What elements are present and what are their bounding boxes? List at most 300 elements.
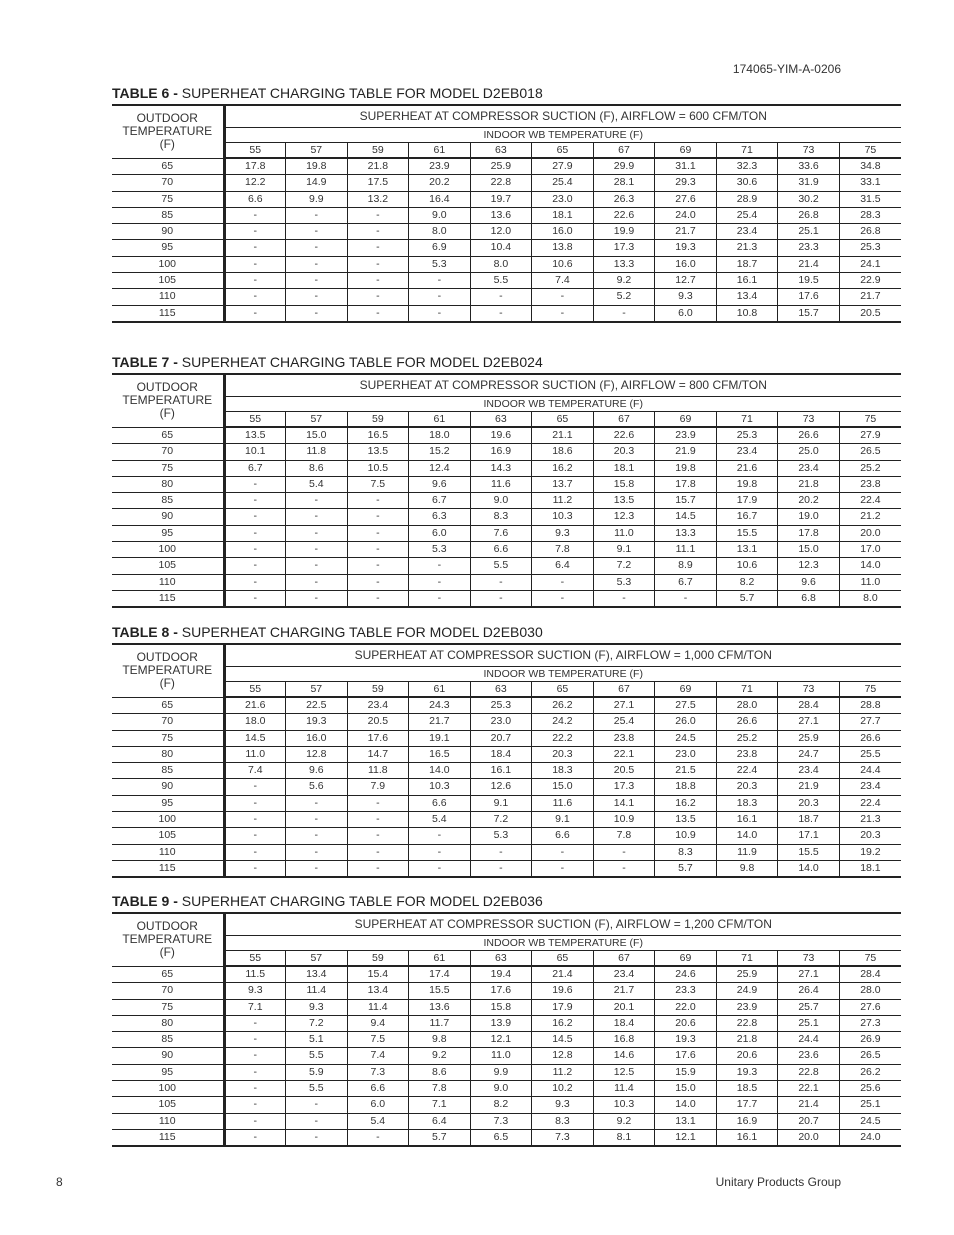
- superheat-value-cell: 20.6: [655, 1015, 717, 1031]
- superheat-value-cell: 7.2: [470, 812, 532, 828]
- superheat-value-cell: 9.1: [593, 542, 655, 558]
- superheat-value-cell: -: [532, 860, 594, 877]
- superheat-value-cell: -: [347, 574, 409, 590]
- superheat-value-cell: 12.8: [286, 746, 348, 762]
- superheat-value-cell: 30.2: [778, 191, 840, 207]
- superheat-value-cell: -: [409, 590, 471, 607]
- superheat-value-cell: 13.2: [347, 191, 409, 207]
- superheat-value-cell: 20.5: [347, 714, 409, 730]
- superheat-value-cell: 23.4: [716, 444, 778, 460]
- superheat-value-cell: 6.8: [778, 590, 840, 607]
- superheat-value-cell: -: [347, 795, 409, 811]
- superheat-value-cell: 15.0: [655, 1081, 717, 1097]
- superheat-value-cell: 21.7: [655, 224, 717, 240]
- superheat-value-cell: 5.5: [470, 558, 532, 574]
- superheat-value-cell: 22.2: [532, 730, 594, 746]
- superheat-value-cell: 32.3: [716, 158, 778, 175]
- superheat-value-cell: 12.1: [470, 1032, 532, 1048]
- superheat-value-cell: 28.1: [593, 175, 655, 191]
- superheat-value-cell: 24.0: [839, 1129, 901, 1146]
- superheat-value-cell: 18.1: [532, 207, 594, 223]
- superheat-value-cell: 13.3: [593, 256, 655, 272]
- superheat-value-cell: 8.0: [470, 256, 532, 272]
- superheat-value-cell: 14.0: [778, 860, 840, 877]
- superheat-value-cell: 25.7: [778, 999, 840, 1015]
- superheat-value-cell: 9.1: [470, 795, 532, 811]
- superheat-value-cell: 5.9: [286, 1064, 348, 1080]
- superheat-value-cell: -: [224, 860, 286, 877]
- superheat-value-cell: 25.9: [470, 158, 532, 175]
- superheat-value-cell: 19.3: [655, 1032, 717, 1048]
- outdoor-temp-cell: 100: [112, 256, 224, 272]
- superheat-value-cell: 6.9: [409, 240, 471, 256]
- superheat-value-cell: 15.4: [347, 966, 409, 983]
- superheat-value-cell: 9.2: [593, 273, 655, 289]
- superheat-value-cell: 22.1: [593, 746, 655, 762]
- superheat-value-cell: -: [286, 1097, 348, 1113]
- superheat-value-cell: 10.4: [470, 240, 532, 256]
- superheat-value-cell: 12.5: [593, 1064, 655, 1080]
- superheat-table-block: [112, 352, 901, 608]
- superheat-value-cell: 17.9: [716, 493, 778, 509]
- superheat-value-cell: 27.1: [778, 966, 840, 983]
- superheat-value-cell: 19.7: [470, 191, 532, 207]
- superheat-value-cell: -: [347, 207, 409, 223]
- superheat-value-cell: 6.4: [532, 558, 594, 574]
- outdoor-temp-cell: 75: [112, 999, 224, 1015]
- superheat-value-cell: -: [224, 779, 286, 795]
- superheat-value-cell: 34.8: [839, 158, 901, 175]
- superheat-value-cell: -: [532, 574, 594, 590]
- wb-temperature-cell: 55: [224, 682, 286, 698]
- wb-temperature-cell: 63: [470, 682, 532, 698]
- superheat-value-cell: 9.8: [409, 1032, 471, 1048]
- table-row: [112, 427, 901, 444]
- superheat-value-cell: 13.3: [655, 525, 717, 541]
- superheat-value-cell: 12.3: [593, 509, 655, 525]
- superheat-value-cell: 15.9: [655, 1064, 717, 1080]
- superheat-value-cell: 22.0: [655, 999, 717, 1015]
- superheat-table-block: [112, 83, 901, 323]
- outdoor-temp-cell: 105: [112, 273, 224, 289]
- superheat-value-cell: 20.2: [778, 493, 840, 509]
- superheat-value-cell: 9.1: [532, 812, 594, 828]
- superheat-value-cell: 19.3: [286, 714, 348, 730]
- superheat-value-cell: 18.3: [716, 795, 778, 811]
- superheat-value-cell: 12.0: [470, 224, 532, 240]
- table-row: [112, 542, 901, 558]
- superheat-value-cell: -: [593, 844, 655, 860]
- superheat-value-cell: 8.1: [593, 1129, 655, 1146]
- superheat-value-cell: 28.3: [839, 207, 901, 223]
- superheat-value-cell: 9.3: [655, 289, 717, 305]
- superheat-value-cell: 13.8: [532, 240, 594, 256]
- superheat-value-cell: -: [224, 844, 286, 860]
- wb-temperature-cell: 69: [655, 682, 717, 698]
- superheat-value-cell: 25.0: [778, 444, 840, 460]
- outdoor-temp-cell: 70: [112, 714, 224, 730]
- wb-temperature-cell: 59: [347, 412, 409, 428]
- superheat-header: SUPERHEAT AT COMPRESSOR SUCTION (F), AIRFLOW = 1,200 CFM/TON: [224, 913, 901, 936]
- superheat-value-cell: 21.4: [532, 966, 594, 983]
- superheat-value-cell: 22.4: [839, 493, 901, 509]
- superheat-value-cell: 30.6: [716, 175, 778, 191]
- superheat-value-cell: 23.4: [839, 779, 901, 795]
- outdoor-temp-cell: 65: [112, 697, 224, 714]
- superheat-value-cell: -: [224, 509, 286, 525]
- superheat-value-cell: 10.6: [716, 558, 778, 574]
- superheat-value-cell: 17.5: [347, 175, 409, 191]
- superheat-value-cell: 17.4: [409, 966, 471, 983]
- superheat-value-cell: -: [224, 224, 286, 240]
- superheat-value-cell: 5.5: [470, 273, 532, 289]
- superheat-value-cell: 17.9: [532, 999, 594, 1015]
- superheat-value-cell: -: [286, 273, 348, 289]
- superheat-value-cell: 13.6: [470, 207, 532, 223]
- wb-temperature-cell: 67: [593, 412, 655, 428]
- wb-temperature-cell: 63: [470, 412, 532, 428]
- superheat-value-cell: 11.5: [224, 966, 286, 983]
- superheat-value-cell: 14.7: [347, 746, 409, 762]
- superheat-value-cell: 7.4: [532, 273, 594, 289]
- table-row: [112, 730, 901, 746]
- superheat-value-cell: 24.3: [409, 697, 471, 714]
- outdoor-temp-cell: 95: [112, 240, 224, 256]
- superheat-value-cell: -: [286, 860, 348, 877]
- superheat-value-cell: 9.4: [347, 1015, 409, 1031]
- superheat-value-cell: 5.1: [286, 1032, 348, 1048]
- wb-temperature-cell: 61: [409, 412, 471, 428]
- superheat-value-cell: 27.5: [655, 697, 717, 714]
- superheat-value-cell: 11.2: [532, 493, 594, 509]
- superheat-value-cell: 8.2: [716, 574, 778, 590]
- superheat-value-cell: 14.0: [839, 558, 901, 574]
- wb-temperature-cell: 73: [778, 412, 840, 428]
- superheat-value-cell: 19.8: [655, 460, 717, 476]
- outdoor-temp-cell: 110: [112, 844, 224, 860]
- superheat-value-cell: 24.0: [655, 207, 717, 223]
- wb-temperature-cell: 61: [409, 682, 471, 698]
- superheat-value-cell: -: [286, 1113, 348, 1129]
- superheat-value-cell: 6.0: [347, 1097, 409, 1113]
- table-row: [112, 207, 901, 223]
- wb-temperature-cell: 71: [716, 143, 778, 159]
- superheat-value-cell: -: [224, 493, 286, 509]
- superheat-value-cell: 9.6: [778, 574, 840, 590]
- superheat-value-cell: -: [224, 1048, 286, 1064]
- superheat-value-cell: 5.2: [593, 289, 655, 305]
- superheat-value-cell: 8.3: [655, 844, 717, 860]
- superheat-value-cell: 17.6: [470, 983, 532, 999]
- superheat-value-cell: 9.6: [286, 763, 348, 779]
- superheat-value-cell: 21.1: [532, 427, 594, 444]
- wb-temperature-cell: 55: [224, 951, 286, 967]
- superheat-value-cell: -: [224, 828, 286, 844]
- superheat-table: [112, 643, 901, 878]
- superheat-value-cell: 21.7: [409, 714, 471, 730]
- superheat-value-cell: 23.0: [655, 746, 717, 762]
- superheat-value-cell: 26.3: [593, 191, 655, 207]
- superheat-value-cell: -: [286, 812, 348, 828]
- superheat-value-cell: 25.1: [839, 1097, 901, 1113]
- superheat-value-cell: 20.7: [778, 1113, 840, 1129]
- outdoor-temperature-header: [112, 374, 224, 427]
- superheat-value-cell: 19.3: [655, 240, 717, 256]
- superheat-value-cell: 15.0: [532, 779, 594, 795]
- superheat-value-cell: 24.4: [839, 763, 901, 779]
- superheat-header: SUPERHEAT AT COMPRESSOR SUCTION (F), AIRFLOW = 600 CFM/TON: [224, 105, 901, 128]
- outdoor-header-line: TEMPERATURE: [122, 124, 213, 139]
- table-label: TABLE 7 -: [112, 354, 178, 370]
- superheat-value-cell: 23.8: [716, 746, 778, 762]
- superheat-value-cell: 17.3: [593, 240, 655, 256]
- table-row: [112, 289, 901, 305]
- wb-temperature-cell: 55: [224, 412, 286, 428]
- superheat-value-cell: 7.8: [593, 828, 655, 844]
- superheat-value-cell: 24.9: [716, 983, 778, 999]
- outdoor-temp-cell: 90: [112, 779, 224, 795]
- superheat-value-cell: -: [224, 1032, 286, 1048]
- superheat-value-cell: 16.7: [716, 509, 778, 525]
- table-row: [112, 558, 901, 574]
- superheat-value-cell: 23.4: [778, 460, 840, 476]
- superheat-value-cell: 25.2: [839, 460, 901, 476]
- table-row: [112, 1081, 901, 1097]
- superheat-value-cell: -: [470, 574, 532, 590]
- wb-temperature-cell: 75: [839, 412, 901, 428]
- superheat-value-cell: 20.0: [839, 525, 901, 541]
- superheat-value-cell: -: [286, 542, 348, 558]
- superheat-value-cell: 11.4: [347, 999, 409, 1015]
- superheat-value-cell: -: [347, 558, 409, 574]
- table-row: [112, 256, 901, 272]
- superheat-value-cell: 11.1: [655, 542, 717, 558]
- superheat-value-cell: 21.7: [593, 983, 655, 999]
- superheat-value-cell: 8.9: [655, 558, 717, 574]
- wb-temperature-cell: 67: [593, 143, 655, 159]
- superheat-value-cell: -: [224, 1097, 286, 1113]
- superheat-value-cell: 22.8: [470, 175, 532, 191]
- superheat-value-cell: 19.3: [716, 1064, 778, 1080]
- wb-temperature-cell: 63: [470, 143, 532, 159]
- wb-temperature-cell: 57: [286, 682, 348, 698]
- outdoor-temp-cell: 110: [112, 574, 224, 590]
- superheat-value-cell: -: [347, 844, 409, 860]
- superheat-value-cell: 5.4: [347, 1113, 409, 1129]
- outdoor-temp-cell: 90: [112, 224, 224, 240]
- table-title-text: SUPERHEAT CHARGING TABLE FOR MODEL D2EB036: [181, 893, 543, 909]
- superheat-value-cell: 11.6: [470, 476, 532, 492]
- table-title: [112, 352, 901, 372]
- superheat-value-cell: -: [224, 525, 286, 541]
- superheat-value-cell: 20.1: [593, 999, 655, 1015]
- superheat-value-cell: 16.1: [716, 273, 778, 289]
- table-row: [112, 714, 901, 730]
- superheat-value-cell: 11.8: [286, 444, 348, 460]
- superheat-value-cell: 23.8: [839, 476, 901, 492]
- outdoor-temp-cell: 70: [112, 444, 224, 460]
- table-label: TABLE 8 -: [112, 624, 178, 640]
- superheat-value-cell: 27.9: [839, 427, 901, 444]
- superheat-value-cell: 10.6: [532, 256, 594, 272]
- superheat-value-cell: 9.3: [286, 999, 348, 1015]
- superheat-value-cell: 18.4: [593, 1015, 655, 1031]
- wb-temperature-cell: 69: [655, 143, 717, 159]
- superheat-value-cell: -: [286, 844, 348, 860]
- superheat-value-cell: -: [470, 844, 532, 860]
- superheat-value-cell: 15.8: [470, 999, 532, 1015]
- superheat-value-cell: 17.8: [778, 525, 840, 541]
- superheat-value-cell: 10.3: [593, 1097, 655, 1113]
- superheat-value-cell: 20.3: [593, 444, 655, 460]
- table-label: TABLE 9 -: [112, 893, 178, 909]
- superheat-value-cell: 9.2: [593, 1113, 655, 1129]
- superheat-value-cell: -: [347, 812, 409, 828]
- superheat-value-cell: -: [286, 305, 348, 322]
- superheat-value-cell: 12.2: [224, 175, 286, 191]
- superheat-value-cell: 26.6: [839, 730, 901, 746]
- superheat-value-cell: 19.8: [716, 476, 778, 492]
- superheat-value-cell: -: [224, 289, 286, 305]
- wb-temperature-cell: 59: [347, 143, 409, 159]
- superheat-value-cell: -: [286, 558, 348, 574]
- superheat-value-cell: 25.1: [778, 224, 840, 240]
- table-row: [112, 444, 901, 460]
- superheat-value-cell: -: [224, 305, 286, 322]
- wb-temperature-cell: 65: [532, 412, 594, 428]
- table-row: [112, 191, 901, 207]
- superheat-value-cell: 25.4: [532, 175, 594, 191]
- superheat-value-cell: 7.4: [347, 1048, 409, 1064]
- superheat-value-cell: 16.5: [409, 746, 471, 762]
- table-title: [112, 83, 901, 103]
- superheat-value-cell: 26.8: [839, 224, 901, 240]
- superheat-value-cell: 18.0: [409, 427, 471, 444]
- superheat-value-cell: 15.5: [409, 983, 471, 999]
- table-row: [112, 1015, 901, 1031]
- superheat-value-cell: 13.5: [347, 444, 409, 460]
- superheat-value-cell: 26.6: [716, 714, 778, 730]
- superheat-value-cell: -: [224, 1129, 286, 1146]
- superheat-value-cell: 11.0: [593, 525, 655, 541]
- superheat-value-cell: 16.2: [655, 795, 717, 811]
- superheat-table: [112, 373, 901, 608]
- superheat-value-cell: -: [409, 828, 471, 844]
- table-row: [112, 240, 901, 256]
- superheat-value-cell: -: [347, 828, 409, 844]
- superheat-value-cell: -: [286, 828, 348, 844]
- superheat-value-cell: 26.2: [839, 1064, 901, 1080]
- superheat-value-cell: 27.6: [839, 999, 901, 1015]
- table-row: [112, 460, 901, 476]
- outdoor-temp-cell: 100: [112, 542, 224, 558]
- superheat-value-cell: -: [347, 273, 409, 289]
- superheat-value-cell: 28.0: [839, 983, 901, 999]
- superheat-value-cell: 18.7: [778, 812, 840, 828]
- superheat-value-cell: 6.0: [409, 525, 471, 541]
- superheat-table-block: [112, 891, 901, 1147]
- superheat-value-cell: 16.9: [470, 444, 532, 460]
- superheat-value-cell: 20.7: [470, 730, 532, 746]
- indoor-wb-header: INDOOR WB TEMPERATURE (F): [224, 936, 901, 951]
- superheat-value-cell: 23.4: [347, 697, 409, 714]
- superheat-value-cell: 5.3: [470, 828, 532, 844]
- wb-temperature-cell: 75: [839, 951, 901, 967]
- superheat-value-cell: 24.5: [655, 730, 717, 746]
- superheat-value-cell: 10.3: [532, 509, 594, 525]
- superheat-value-cell: 15.5: [778, 844, 840, 860]
- superheat-value-cell: 22.4: [716, 763, 778, 779]
- superheat-value-cell: 16.2: [532, 1015, 594, 1031]
- superheat-value-cell: 15.8: [593, 476, 655, 492]
- outdoor-temp-cell: 100: [112, 1081, 224, 1097]
- superheat-value-cell: -: [409, 574, 471, 590]
- table-title-text: SUPERHEAT CHARGING TABLE FOR MODEL D2EB024: [181, 354, 543, 370]
- superheat-value-cell: -: [286, 590, 348, 607]
- superheat-value-cell: 29.9: [593, 158, 655, 175]
- superheat-value-cell: 19.6: [532, 983, 594, 999]
- superheat-value-cell: -: [409, 860, 471, 877]
- superheat-value-cell: 31.9: [778, 175, 840, 191]
- superheat-value-cell: 7.1: [409, 1097, 471, 1113]
- superheat-value-cell: 15.5: [716, 525, 778, 541]
- superheat-value-cell: 28.8: [839, 697, 901, 714]
- outdoor-temp-cell: 70: [112, 175, 224, 191]
- superheat-value-cell: 7.5: [347, 476, 409, 492]
- superheat-value-cell: 10.2: [532, 1081, 594, 1097]
- superheat-value-cell: 21.6: [224, 697, 286, 714]
- superheat-value-cell: -: [286, 525, 348, 541]
- outdoor-header-line: TEMPERATURE: [122, 932, 213, 947]
- superheat-value-cell: 21.4: [778, 1097, 840, 1113]
- outdoor-header-line: TEMPERATURE: [122, 663, 213, 678]
- superheat-value-cell: 27.1: [778, 714, 840, 730]
- superheat-value-cell: 11.7: [409, 1015, 471, 1031]
- superheat-value-cell: -: [224, 1113, 286, 1129]
- superheat-value-cell: -: [224, 476, 286, 492]
- superheat-value-cell: 20.3: [532, 746, 594, 762]
- table-row: [112, 795, 901, 811]
- superheat-value-cell: 5.3: [409, 542, 471, 558]
- superheat-value-cell: 25.1: [778, 1015, 840, 1031]
- wb-temperature-cell: 65: [532, 682, 594, 698]
- superheat-value-cell: -: [347, 289, 409, 305]
- table-row: [112, 574, 901, 590]
- wb-temperature-row: [112, 412, 901, 428]
- outdoor-temperature-header: [112, 913, 224, 966]
- superheat-value-cell: 29.3: [655, 175, 717, 191]
- superheat-value-cell: 22.8: [778, 1064, 840, 1080]
- superheat-value-cell: 16.1: [716, 812, 778, 828]
- wb-temperature-cell: 71: [716, 682, 778, 698]
- outdoor-temp-cell: 95: [112, 1064, 224, 1080]
- superheat-value-cell: 13.5: [593, 493, 655, 509]
- outdoor-temp-cell: 85: [112, 207, 224, 223]
- superheat-value-cell: 22.8: [716, 1015, 778, 1031]
- superheat-value-cell: 10.3: [409, 779, 471, 795]
- superheat-value-cell: 6.7: [655, 574, 717, 590]
- superheat-value-cell: 11.8: [347, 763, 409, 779]
- superheat-value-cell: 17.3: [593, 779, 655, 795]
- superheat-value-cell: 9.3: [532, 525, 594, 541]
- superheat-value-cell: 23.3: [778, 240, 840, 256]
- superheat-value-cell: 13.9: [470, 1015, 532, 1031]
- superheat-value-cell: 9.9: [286, 191, 348, 207]
- superheat-value-cell: 13.1: [655, 1113, 717, 1129]
- superheat-value-cell: 6.6: [224, 191, 286, 207]
- superheat-value-cell: 6.5: [470, 1129, 532, 1146]
- superheat-value-cell: 22.5: [286, 697, 348, 714]
